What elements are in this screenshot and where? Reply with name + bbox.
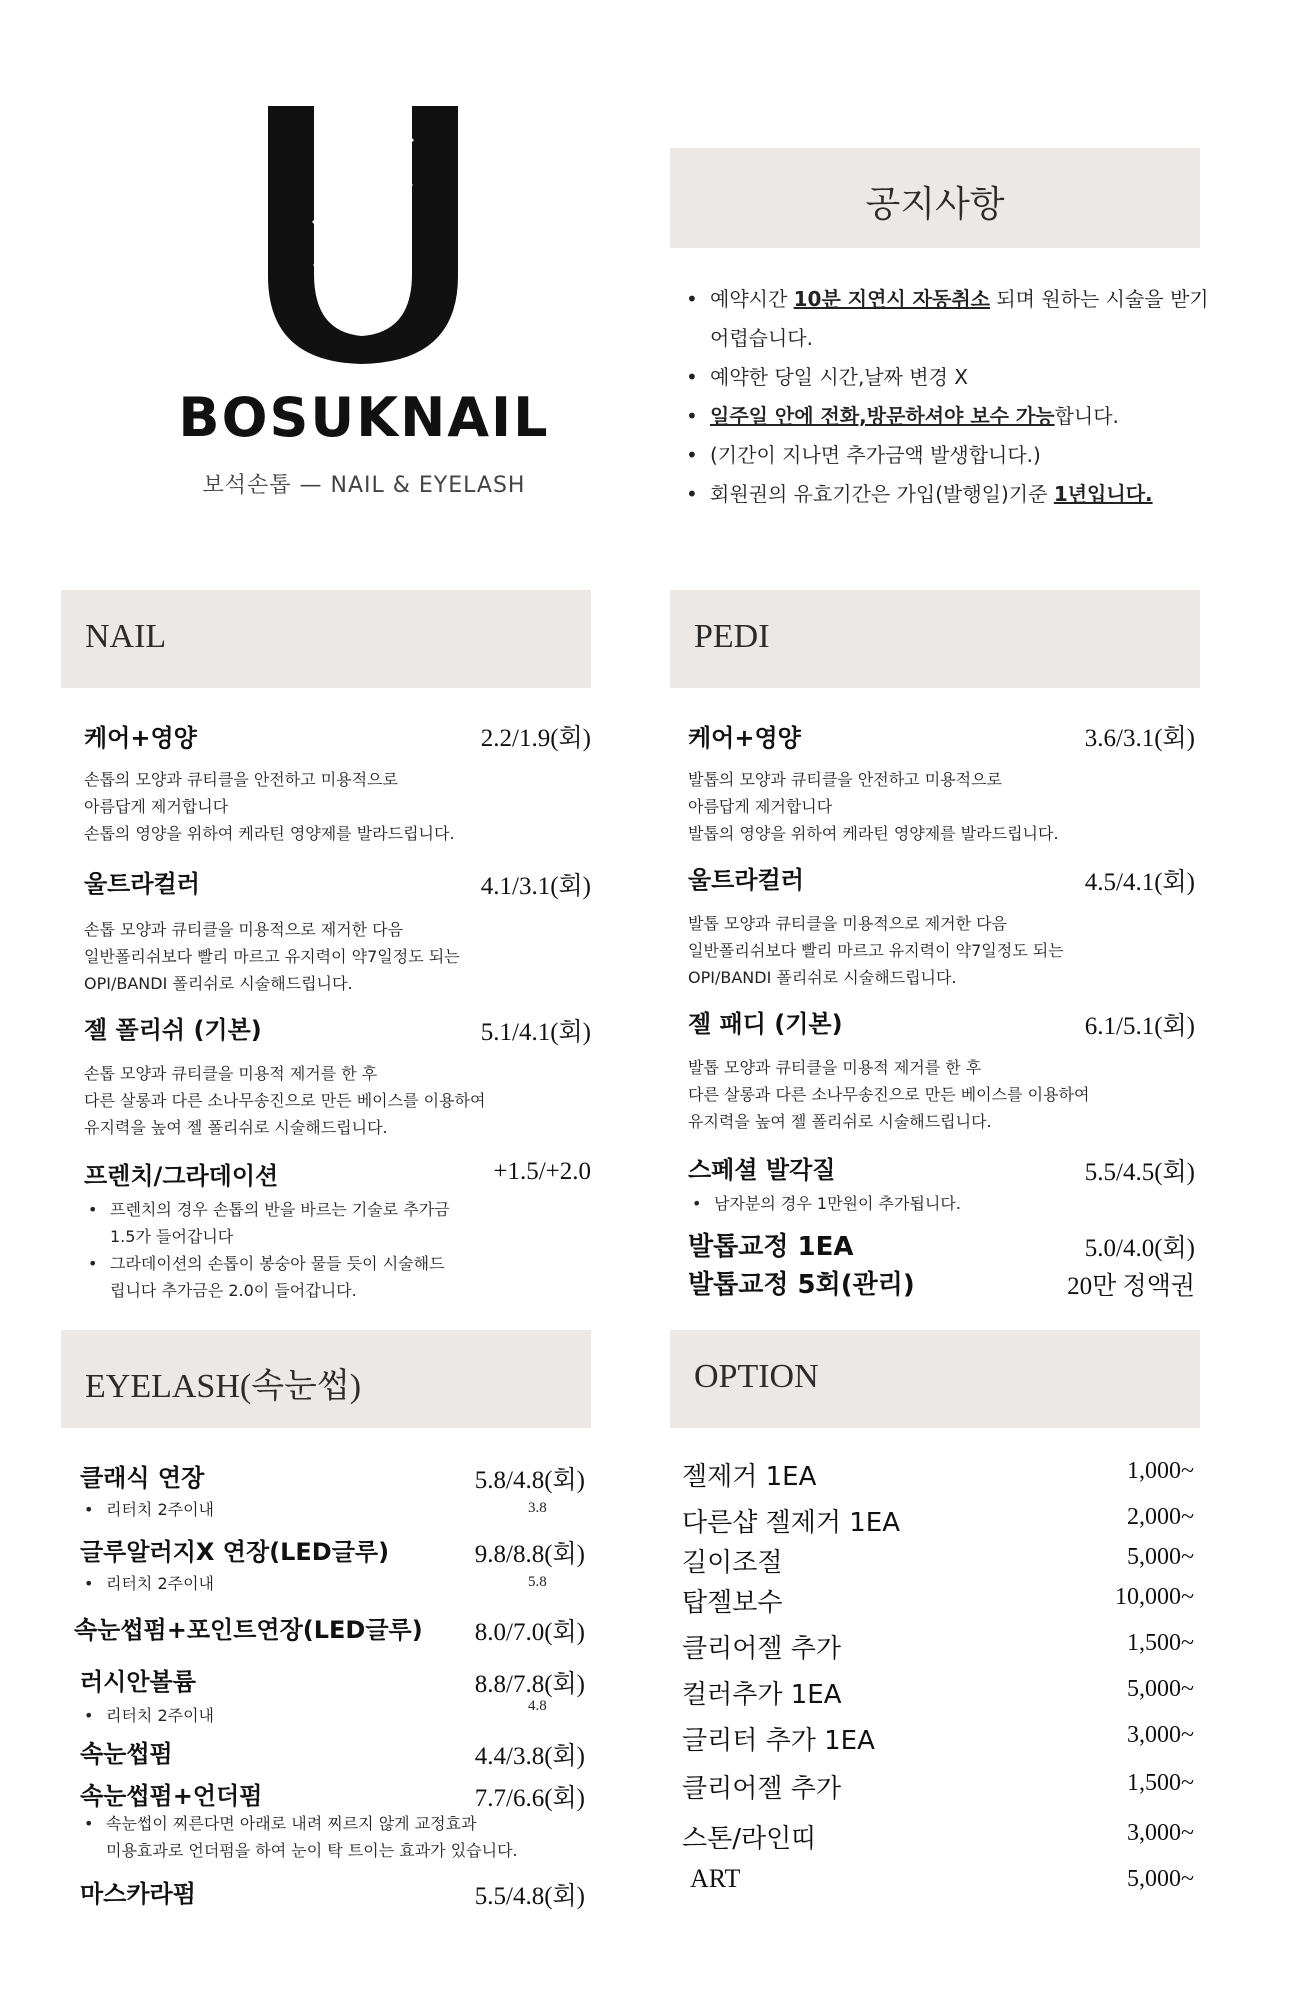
eyelash-retouch-note xyxy=(80,1496,380,1523)
eyelash-service-price: 5.8/4.8(회) xyxy=(474,1467,585,1494)
pedi-special-note xyxy=(688,1190,1188,1217)
brand-tagline: 보석손톱 — NAIL & EYELASH xyxy=(202,473,526,498)
eyelash-retouch-price: 4.8 xyxy=(528,1698,547,1714)
option-item-name: 스톤/라인띠 xyxy=(682,1824,817,1854)
notice-list xyxy=(680,280,1220,514)
notice-item: • 회원권의 유효기간은 가입(발행일)기준 1년입니다. xyxy=(680,475,1220,514)
nail-service-name: 울트라컬러 xyxy=(84,870,200,898)
nail-service-desc: 손톱의 모양과 큐티클을 안전하고 미용적으로 아름답게 제거합니다 손톱의 영양을 위하여 케라틴 영양제를 발라드립니다. xyxy=(84,770,455,843)
eyelash-service-name: 마스카라펌 xyxy=(80,1880,196,1908)
option-item-price: 5,000~ xyxy=(1127,1866,1194,1892)
option-item-price: 3,000~ xyxy=(1127,1820,1194,1846)
eyelash-service-price: 9.8/8.8(회) xyxy=(474,1541,585,1568)
nail-french-name: 프렌치/그라데이션 xyxy=(84,1162,279,1190)
eyelash-service-price: 8.8/7.8(회) xyxy=(474,1671,585,1698)
option-item-price: 3,000~ xyxy=(1127,1722,1194,1748)
notice-item: • 예약시간 10분 지연시 자동취소 되며 원하는 시술을 받기 어렵습니다. xyxy=(680,280,1220,358)
nail-service-price: 2.2/1.9(회) xyxy=(480,725,591,752)
nail-service-name: 케어+영양 xyxy=(84,724,197,752)
brand-logo-icon xyxy=(262,104,462,366)
pedi-title: PEDI xyxy=(694,618,770,655)
list-item: • 속눈썹이 찌른다면 아래로 내려 찌르지 않게 교정효과 미용효과로 언더펌을 하여 눈이 탁 트이는 효과가 있습니다. xyxy=(80,1810,600,1864)
list-item: • 남자분의 경우 1만원이 추가됩니다. xyxy=(688,1190,1188,1217)
notice-title: 공지사항 xyxy=(865,184,1005,225)
option-item-price: 5,000~ xyxy=(1127,1676,1194,1702)
nail-header xyxy=(61,590,591,688)
pedi-service-name: 울트라컬러 xyxy=(688,866,804,894)
eyelash-retouch-price: 3.8 xyxy=(528,1500,547,1516)
eyelash-service-name: 속눈썹펌+언더펌 xyxy=(80,1782,263,1810)
eyelash-service-name: 러시안볼륨 xyxy=(80,1668,196,1696)
option-item-name: 다른샵 젤제거 1EA xyxy=(682,1508,900,1538)
option-item-name: 길이조절 xyxy=(682,1548,783,1578)
list-item: • 리터치 2주이내 xyxy=(80,1702,380,1729)
nail-french-notes xyxy=(84,1196,584,1304)
nail-french-price: +1.5/+2.0 xyxy=(493,1158,591,1185)
list-item: • 리터치 2주이내 xyxy=(80,1570,380,1597)
nail-title: NAIL xyxy=(85,618,167,655)
pedi-correction-name: 발톱교정 1EA xyxy=(688,1232,854,1262)
option-item-name: 클리어젤 추가 xyxy=(682,1774,841,1804)
list-item: • 리터치 2주이내 xyxy=(80,1496,380,1523)
eyelash-service-price: 4.4/3.8(회) xyxy=(474,1743,585,1770)
option-item-price: 1,500~ xyxy=(1127,1770,1194,1796)
notice-item: • (기간이 지나면 추가금액 발생합니다.) xyxy=(680,436,1220,475)
list-item: • 프렌치의 경우 손톱의 반을 바르는 기술로 추가금 1.5가 들어갑니다 xyxy=(84,1196,584,1250)
pedi-service-desc: 발톱 모양과 큐티클을 미용적 제거를 한 후 다른 살롱과 다른 소나무송진으로 만든 베이스를 이용하여 유지력을 높여 젤 폴리쉬로 시술해드립니다. xyxy=(688,1058,1090,1131)
eyelash-service-name: 속눈썹펌+포인트연장(LED글루) xyxy=(74,1616,423,1644)
pedi-header xyxy=(670,590,1200,688)
option-item-price: 5,000~ xyxy=(1127,1544,1194,1570)
option-item-name: 젤제거 1EA xyxy=(682,1462,817,1492)
nail-service-price: 4.1/3.1(회) xyxy=(480,873,591,900)
eyelash-retouch-note xyxy=(80,1570,380,1597)
option-item-name: ART xyxy=(690,1864,741,1893)
option-item-price: 1,500~ xyxy=(1127,1630,1194,1656)
nail-service-price: 5.1/4.1(회) xyxy=(480,1019,591,1046)
eyelash-service-price: 7.7/6.6(회) xyxy=(474,1785,585,1812)
eyelash-service-name: 클래식 연장 xyxy=(80,1464,205,1492)
option-item-price: 10,000~ xyxy=(1115,1584,1194,1610)
pedi-service-desc: 발톱 모양과 큐티클을 미용적으로 제거한 다음 일반폴리쉬보다 빨리 마르고 유지력이 약7일정도 되는 OPI/BANDI 폴리쉬로 시술해드립니다. xyxy=(688,914,1064,987)
eyelash-service-price: 8.0/7.0(회) xyxy=(474,1619,585,1646)
option-item-name: 탑젤보수 xyxy=(682,1588,783,1618)
brand-name: BOSUKNAIL xyxy=(178,386,550,449)
eyelash-retouch-note xyxy=(80,1702,380,1729)
eyelash-service-price: 5.5/4.8(회) xyxy=(474,1883,585,1910)
notice-header xyxy=(670,148,1200,248)
option-header xyxy=(670,1330,1200,1428)
notice-item: • 일주일 안에 전화,방문하셔야 보수 가능합니다. xyxy=(680,397,1220,436)
pedi-special-price: 5.5/4.5(회) xyxy=(1084,1159,1195,1186)
nail-service-desc: 손톱 모양과 큐티클을 미용적 제거를 한 후 다른 살롱과 다른 소나무송진으로 만든 베이스를 이용하여 유지력을 높여 젤 폴리쉬로 시술해드립니다. xyxy=(84,1064,486,1137)
option-item-name: 컬러추가 1EA xyxy=(682,1680,842,1710)
eyelash-retouch-price: 5.8 xyxy=(528,1574,547,1590)
pedi-service-name: 케어+영양 xyxy=(688,724,801,752)
nail-service-desc: 손톱 모양과 큐티클을 미용적으로 제거한 다음 일반폴리쉬보다 빨리 마르고 유지력이 약7일정도 되는 OPI/BANDI 폴리쉬로 시술해드립니다. xyxy=(84,920,460,993)
pedi-correction-name: 발톱교정 5회(관리) xyxy=(688,1270,915,1300)
notice-item: • 예약한 당일 시간,날짜 변경 X xyxy=(680,358,1220,397)
eyelash-perm-note xyxy=(80,1810,600,1864)
nail-service-name: 젤 폴리쉬 (기본) xyxy=(84,1016,262,1044)
pedi-special-name: 스페셜 발각질 xyxy=(688,1156,836,1184)
pedi-service-price: 4.5/4.1(회) xyxy=(1084,869,1195,896)
option-item-price: 1,000~ xyxy=(1127,1458,1194,1484)
pedi-correction-price: 20만 정액권 xyxy=(1067,1273,1195,1300)
eyelash-title: EYELASH(속눈썹) xyxy=(85,1368,362,1405)
pedi-correction-price: 5.0/4.0(회) xyxy=(1084,1235,1195,1262)
option-item-price: 2,000~ xyxy=(1127,1504,1194,1530)
pedi-service-name: 젤 패디 (기본) xyxy=(688,1010,843,1038)
option-item-name: 글리터 추가 1EA xyxy=(682,1726,875,1756)
eyelash-header xyxy=(61,1330,591,1428)
list-item: • 그라데이션의 손톱이 봉숭아 물들 듯이 시술해드 립니다 추가금은 2.0이 들어갑니다. xyxy=(84,1250,584,1304)
option-item-name: 클리어젤 추가 xyxy=(682,1634,841,1664)
pedi-service-desc: 발톱의 모양과 큐티클을 안전하고 미용적으로 아름답게 제거합니다 발톱의 영양을 위하여 케라틴 영양제를 발라드립니다. xyxy=(688,770,1059,843)
eyelash-service-name: 글루알러지X 연장(LED글루) xyxy=(80,1538,390,1566)
eyelash-service-name: 속눈썹펌 xyxy=(80,1740,173,1768)
pedi-service-price: 6.1/5.1(회) xyxy=(1084,1013,1195,1040)
pedi-service-price: 3.6/3.1(회) xyxy=(1084,725,1195,752)
option-title: OPTION xyxy=(694,1358,819,1395)
